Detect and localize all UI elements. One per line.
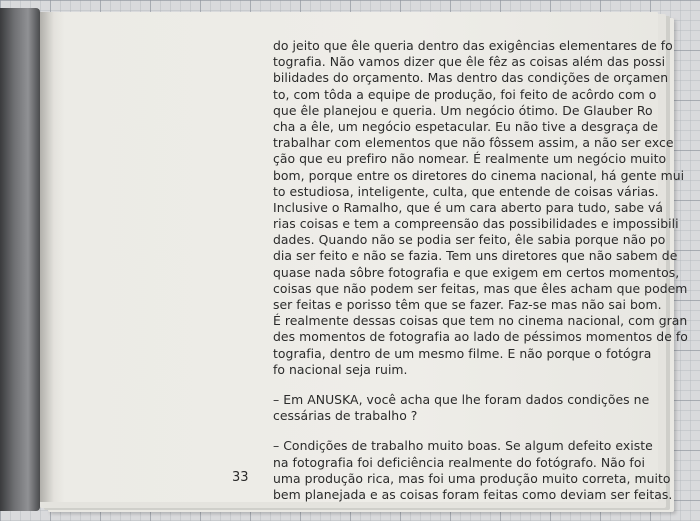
- text-line: rias coisas e tem a compreensão das possibilidades e impossibili: [273, 216, 679, 232]
- text-line: – Condições de trabalho muito boas. Se algum defeito existe: [273, 438, 653, 454]
- text-line: cessárias de trabalho ?: [273, 408, 418, 424]
- page-number: 33: [232, 470, 249, 485]
- text-line: tografia. Não vamos dizer que êle fêz as coisas além das possi: [273, 54, 666, 70]
- text-line: to estudiosa, inteligente, culta, que entende de coisas várias.: [273, 183, 659, 199]
- text-line: É realmente dessas coisas que tem no cinema nacional, com gran: [273, 313, 688, 329]
- text-line: to, com tôda a equipe de produção, foi feito de acôrdo com o: [273, 86, 657, 102]
- text-line: ser feitas e porisso têm que se fazer. Faz-se mas não sai bom.: [273, 297, 662, 312]
- text-line: dades. Quando não se podia ser feito, êle sabia porque não po: [273, 232, 666, 248]
- text-line: coisas que não podem ser feitas, mas que êles acham que podem: [273, 280, 688, 296]
- paragraph-3: [273, 438, 673, 503]
- paragraph-1: [273, 38, 688, 378]
- paragraph-2: [273, 391, 650, 424]
- text-line: fo nacional seja ruim.: [273, 361, 408, 377]
- text-line: ção que eu prefiro não nomear. É realmente um negócio muito: [273, 151, 667, 167]
- text-line: trabalhar com elementos que não fôssem assim, a não ser exce: [273, 135, 674, 151]
- text-line: cha a êle, um negócio espetacular. Eu não tive a desgraça de: [273, 118, 659, 134]
- text-line: bem planejada e as coisas foram feitas como deviam ser feitas.: [273, 486, 673, 502]
- book-spine: [0, 8, 40, 511]
- text-line: dia ser feito e não se fazia. Tem uns diretores que não sabem de: [273, 248, 678, 264]
- text-line: uma produção rica, mas foi uma produção muito correta, muito: [273, 470, 671, 486]
- text-line: des momentos de fotografia ao lado de péssimos momentos de fo: [273, 329, 688, 345]
- text-line: bom, porque entre os diretores do cinema nacional, há gente mui: [273, 167, 685, 183]
- text-line: bilidades do orçamento. Mas dentro das condições de orçamen: [273, 70, 669, 86]
- gutter-shadow: [40, 12, 54, 502]
- text-line: tografia, dentro de um mesmo filme. E não porque o fotógra: [273, 345, 652, 361]
- text-line: do jeito que êle queria dentro das exigências elementares de fo: [273, 38, 673, 53]
- text-line: que êle planejou e queria. Um negócio ótimo. De Glauber Ro: [273, 102, 653, 118]
- text-line: – Em ANUSKA, você acha que lhe foram dados condições ne: [273, 391, 650, 407]
- text-line: na fotografia foi deficiência realmente do fotógrafo. Não foi: [273, 454, 645, 470]
- page-text: [273, 38, 688, 503]
- text-line: Inclusive o Ramalho, que é um cara aberto para tudo, sabe vá: [273, 199, 664, 215]
- text-line: quase nada sôbre fotografia e que exigem em certos momentos,: [273, 264, 680, 280]
